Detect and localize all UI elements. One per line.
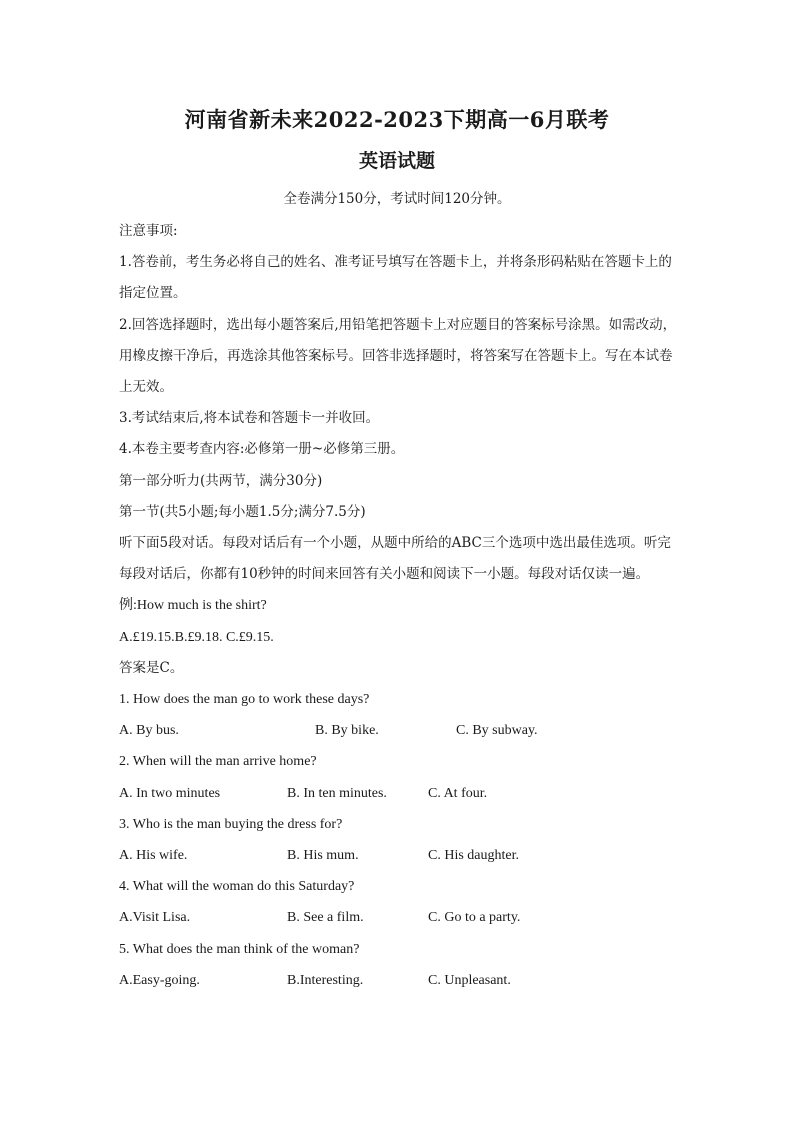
option-b: B. His mum. [287,848,359,864]
question-options [119,902,679,933]
notice-heading: 注意事项: [119,223,178,239]
question-options [119,778,679,809]
exam-body [119,216,679,996]
listening-instructions: 听下面5段对话。每段对话后有一个小题，从题中所给的ABC三个选项中选出最佳选项。听完每段对话后，你都有10秒钟的时间来回答有关小题和阅读下一小题。每段对话仅读一遍。 [119,535,671,583]
part-heading: 第一部分听力(共两节，满分30分) [119,472,323,489]
option-c: C. By subway. [456,723,538,739]
notice-item-1: 1.答卷前，考生务必将自己的姓名、准考证号填写在答题卡上，并将条形码粘贴在答题卡上的指定位置。 [119,254,672,302]
page-subtitle: 英语试题 [358,150,435,172]
example-question: 例:How much is the shirt? [119,598,267,614]
question-options [119,715,679,746]
notice-item-4: 4.本卷主要考查内容:必修第一册~必修第三册。 [119,441,405,458]
option-b: B. In ten minutes. [287,785,387,801]
question-stem: 2. When will the man arrive home? [119,754,317,770]
question-stem: 1. How does the man go to work these days? [119,692,370,708]
question-options [119,840,679,871]
example-options: A.£19.15.B.£9.18. C.£9.15. [119,629,274,645]
notice-item-2: 2.回答选择题时，选出每小题答案后,用铅笔把答题卡上对应题目的答案标号涂黑。如需改动，用橡皮擦干净后，再选涂其他答案标号。回答非选择题时，将答案写在答题卡上。写在本试卷上无效。 [119,316,677,396]
option-a: A.Visit Lisa. [119,910,191,926]
question-stem: 3. Who is the man buying the dress for? [119,816,343,832]
option-b: B. See a film. [287,910,364,926]
option-a: A. His wife. [119,848,188,864]
option-b: B. By bike. [315,723,379,739]
notice-item-3: 3.考试结束后,将本试卷和答题卡一并收回。 [119,410,380,427]
option-a: A. In two minutes [119,785,221,801]
option-a: A.Easy-going. [119,972,200,988]
option-a: A. By bus. [119,723,179,739]
option-c: C. His daughter. [428,848,519,864]
option-c: C. At four. [428,785,488,801]
section-heading: 第一节(共5小题;每小题1.5分;满分7.5分) [119,503,366,520]
question-stem: 5. What does the man think of the woman? [119,941,360,957]
score-time-note: 全卷满分150分，考试时间120分钟。 [283,191,511,207]
example-answer: 答案是C。 [119,659,184,676]
page-title: 河南省新未来2022-2023下期高一6月联考 [184,107,610,132]
option-b: B.Interesting. [287,972,364,988]
option-c: C. Go to a party. [428,910,521,926]
question-stem: 4. What will the woman do this Saturday? [119,879,355,895]
option-c: C. Unpleasant. [428,972,511,988]
question-options [119,965,679,996]
